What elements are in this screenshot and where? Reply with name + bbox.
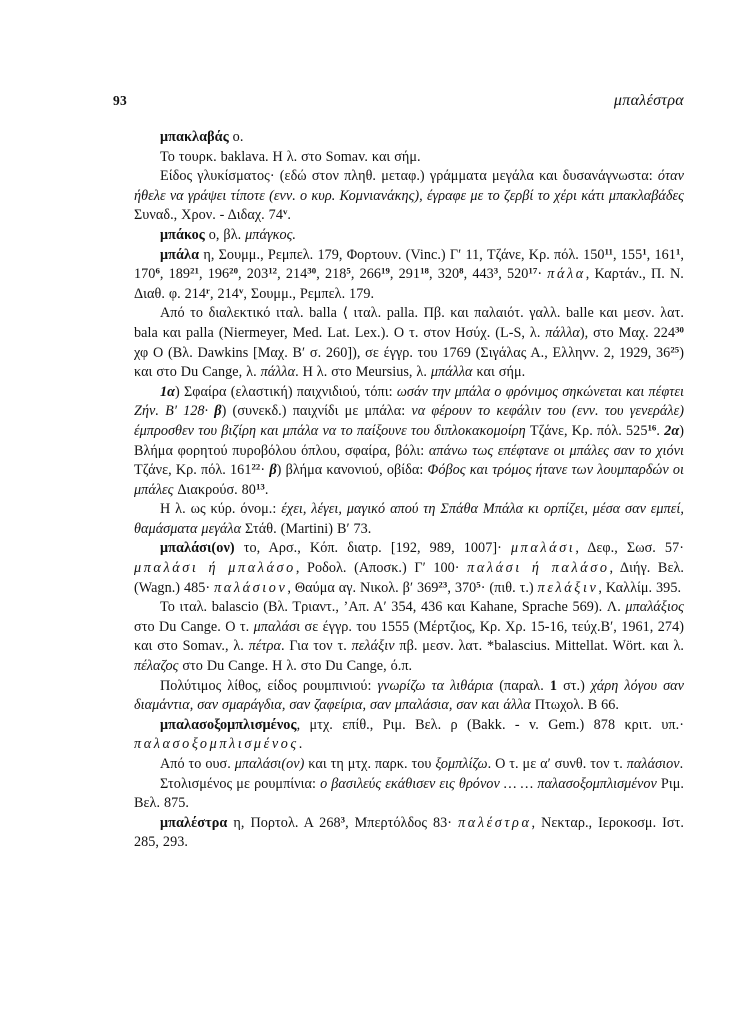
- text-run: , Μπερτόλδος 83·: [345, 814, 459, 831]
- superscript-reference: 19: [381, 265, 390, 276]
- text-run: Ριμ. Βελ. 875.: [134, 775, 684, 812]
- text-run: .: [287, 207, 292, 224]
- lemma-headword: μπαλασοξομπλισμένος: [160, 716, 297, 733]
- text-run: , 370: [447, 579, 477, 596]
- citation-text: απάνω τως επέφτανε οι μπάλες σαν το χιόνι: [428, 442, 684, 459]
- text-run: ·: [260, 462, 270, 479]
- superscript-reference: 30: [307, 265, 317, 276]
- citation-text: πελάξιν: [351, 638, 395, 655]
- text-run: ) και στο Du Cange, λ.: [134, 344, 684, 381]
- text-run: Πολύτιμος λίθος, είδος ρουμπινιού:: [160, 677, 378, 694]
- superscript-reference: r: [206, 285, 210, 296]
- text-run: , 291: [389, 266, 421, 283]
- text-run: ) βλήμα κανονιού, οβίδα:: [276, 462, 428, 479]
- citation-text: Φόβος και τρόμος ήτανε των λουμπαρδών οι μπάλες: [134, 462, 685, 498]
- text-run: Το ιταλ. balascio (Βλ. Τριαντ., ’Απ. Α′ 354, 436 και Kahane, Sprache 569). Λ.: [160, 599, 626, 616]
- entry-body-paragraph: [134, 598, 684, 676]
- entry-body-paragraph: [134, 755, 684, 775]
- text-run: ο.: [228, 129, 244, 145]
- text-run: Διακρούσ. 80: [177, 481, 256, 498]
- variant-form: μπαλάσι: [510, 540, 576, 557]
- citation-text: μπαλάσι: [253, 618, 301, 635]
- citation-text: μπαλάσι(ον): [234, 756, 305, 772]
- text-run: , Καρτάν., Π. Ν. Διαθ. φ. 214: [134, 266, 684, 302]
- superscript-reference: 18: [420, 265, 429, 276]
- citation-text: πέλαζος: [134, 658, 179, 675]
- entry-body-paragraph: [134, 148, 684, 168]
- text-run: .: [298, 736, 303, 753]
- superscript-reference: v: [238, 285, 244, 296]
- text-run: η, Σουμμ., Ρεμπελ. 179, Φορτουν. (Vinc.) Γ′ 11, Τζάνε, Κρ. πόλ. 150: [199, 246, 605, 263]
- citation-text: χάρη λόγου σαν διαμάντια, σαν σμαράγδια, σαν ζαφείρια, σαν μπαλάσια, σαν και άλλα: [134, 677, 684, 714]
- citation-text: μπάλλα: [430, 364, 473, 381]
- variant-form: πάλα: [547, 266, 586, 283]
- text-run: Είδος γλυκίσματος· (εδώ στον πληθ. μεταφ.) γράμματα μεγάλα και δυσανάγνωστα:: [160, 168, 658, 185]
- text-run: Τζάνε, Κρ. πόλ. 161: [134, 462, 252, 479]
- text-run: , 214: [277, 266, 308, 283]
- text-run: · (πιθ. τ.): [480, 579, 538, 596]
- text-run: Τζάνε, Κρ. πόλ. 525: [529, 422, 648, 439]
- citation-text: ξομπλίζω: [435, 756, 488, 772]
- superscript-reference: 30: [675, 324, 684, 335]
- variant-form: παλέστρα: [458, 814, 532, 831]
- text-run: , 443: [463, 266, 494, 283]
- text-run: Στολισμένος με ρουμπίνια:: [160, 775, 321, 792]
- text-run: ) Σφαίρα (ελαστική) παιχνιδιού, τόπι:: [175, 383, 397, 400]
- variant-form: πελάξιν: [537, 579, 599, 596]
- superscript-reference: 3: [340, 814, 346, 825]
- lemma-headword: μπάλα: [160, 246, 200, 263]
- entry-headword-paragraph: [134, 128, 684, 148]
- text-run: .: [656, 422, 665, 439]
- text-run: Από το διαλεκτικό ιταλ. balla ⟨ ιταλ. palla. Πβ. και παλαιότ. γαλλ. balle και μεσν. λατ. bala και palla (Niermeyer, Med. Lat. Lex.). Ο τ. στον Ησύχ. (L-S, λ.: [134, 305, 684, 341]
- text-run: Πτωχολ. Β 66.: [534, 697, 620, 714]
- entry-headword-paragraph: [134, 226, 684, 246]
- superscript-reference: 25: [670, 343, 680, 354]
- text-run: , Θαύμα αγ. Νικολ. β′ 369: [287, 579, 439, 596]
- citation-text: να φέρουν το κεφάλιν του (ενν. του γενεράλε) έμπροσθεν του βιζίρη και μπάλα να το παίξουνε του διπλοκακομοίρη: [134, 403, 684, 439]
- lemma-headword: μπαλάσι(ον): [160, 540, 235, 557]
- text-run: , Σουμμ., Ρεμπελ. 179.: [243, 285, 375, 302]
- superscript-reference: 6: [155, 265, 160, 276]
- text-run: .: [679, 756, 684, 772]
- lemma-headword: μπάκος: [160, 226, 205, 243]
- text-run: . Η λ. στο Meursius, λ.: [295, 364, 431, 381]
- folio-number: 93: [113, 93, 127, 108]
- entry-headword-paragraph: [134, 814, 684, 853]
- entry-body-paragraph: [134, 677, 684, 716]
- text-run: , 161: [646, 246, 676, 263]
- variant-form: μπαλάσι ή μπαλάσο: [134, 560, 296, 577]
- text-run: Η λ. ως κύρ. όνομ.:: [160, 501, 282, 518]
- text-run: , 155: [612, 246, 643, 263]
- sense-marker: β: [214, 403, 222, 420]
- variant-form: παλάσι ή παλάσο: [467, 560, 610, 577]
- entry-body-paragraph: [134, 775, 684, 814]
- superscript-reference: 17: [528, 265, 538, 276]
- text-run: Συναδ., Χρον. - Διδαχ. 74: [134, 207, 283, 224]
- text-run: , 218: [316, 266, 347, 283]
- text-run: ·: [537, 266, 548, 283]
- superscript-reference: 11: [604, 246, 613, 256]
- superscript-reference: 1: [675, 246, 681, 256]
- text-run: και τη μτχ. παρκ. του: [304, 756, 436, 772]
- text-run: πβ. μεσν. λατ. *balascius. Mittellat. Wört. και λ.: [394, 638, 684, 655]
- running-head-word: μπαλέστρα: [613, 92, 684, 109]
- entry-body-paragraph: [134, 167, 684, 226]
- entry-headword-paragraph: [134, 246, 684, 305]
- entry-body-paragraph: [134, 383, 684, 501]
- running-head: [0, 93, 751, 113]
- sense-marker: 2α: [664, 422, 680, 439]
- superscript-reference: 23: [438, 579, 448, 590]
- text-run: , 196: [198, 266, 230, 283]
- citation-text: Ζήν. Β′ 128·: [134, 403, 209, 420]
- superscript-reference: 20: [229, 265, 239, 276]
- text-run: ) Βλήμα φορητού πυροβόλου όπλου, σφαίρα, βόλι:: [134, 422, 684, 459]
- text-run: Στάθ. (Martini) Β′ 73.: [244, 520, 372, 537]
- entry-headword-paragraph: [134, 716, 684, 755]
- superscript-reference: 21: [190, 265, 199, 276]
- superscript-reference: 16: [647, 422, 657, 433]
- text-run: . Για τον τ.: [280, 638, 352, 655]
- superscript-reference: 13: [255, 481, 265, 492]
- citation-text: ωσάν την μπάλα ο φρόνιμος σηκώνεται και πέφτει: [396, 383, 684, 400]
- superscript-reference: 22: [251, 461, 261, 472]
- entry-body-paragraph: [134, 304, 684, 382]
- citation-text: όταν ήθελε να γράψει τίποτε (ενν. ο κυρ. Κομνιανάκης), έγραφε με το ζερβί το χέρι κάτι μπακλαβάδες: [134, 168, 684, 204]
- entry-headword-paragraph: [134, 539, 684, 598]
- text-run: , μτχ. επίθ., Ριμ. Βελ. ρ (Bakk. - v. Gem.) 878 κριτ. υπ.·: [296, 716, 684, 733]
- citation-text: ο βασιλεύς εκάθισεν εις θρόνον … … παλασοξομπλισμένον: [320, 775, 661, 792]
- text-run: και σήμ.: [472, 364, 526, 381]
- superscript-reference: 12: [268, 265, 278, 276]
- citation-text: γνωρίζω τα λιθάρια: [377, 677, 500, 694]
- superscript-reference: 1: [642, 246, 647, 256]
- text-run: Από το ουσ.: [160, 756, 235, 772]
- citation-text: πάλλα: [260, 364, 296, 381]
- superscript-reference: 8: [459, 265, 464, 276]
- superscript-reference: v: [282, 206, 288, 217]
- text-run: , Καλλίμ. 395.: [598, 579, 682, 596]
- lemma-headword: 1: [549, 677, 558, 694]
- text-run: , 320: [428, 266, 460, 283]
- text-run: , Δεφ., Σωσ. 57·: [575, 540, 684, 557]
- text-run: , 214: [210, 285, 239, 302]
- citation-text: έχει, λέγει, μαγικό απού τη Σπάθα Μπάλα κι ορπίζει, μέσα σαν εμπεί, θαμάσματα μεγάλα: [134, 501, 684, 537]
- text-run: στο Du Cange. Ο τ.: [134, 618, 254, 635]
- citation-text: μπαλάξιος: [625, 599, 684, 616]
- sense-marker: β: [269, 462, 277, 479]
- text-run: το, Αρσ., Κόπ. διατρ. [192, 989, 1007]·: [234, 540, 511, 557]
- text-run: στ.): [557, 677, 591, 694]
- text-run: , Ροδολ. (Αποσκ.) Γ′ 100·: [295, 560, 468, 577]
- text-run: (παραλ.: [499, 677, 550, 694]
- text-column: [134, 128, 684, 853]
- variant-form: παλάσιον: [214, 579, 288, 596]
- text-run: . Ο τ. με α′ συνθ. τον τ.: [487, 756, 627, 772]
- citation-text: παλάσιον: [626, 756, 680, 772]
- citation-text: μπάγκος.: [245, 226, 296, 243]
- text-run: ο, βλ.: [204, 226, 246, 243]
- superscript-reference: 3: [493, 265, 499, 276]
- citation-text: πάλλα: [545, 324, 580, 341]
- lemma-headword: μπακλαβάς: [160, 129, 229, 145]
- text-run: , Διήγ. Βελ. (Wagn.) 485·: [134, 560, 684, 596]
- text-run: η, Πορτολ. Α 268: [227, 814, 341, 831]
- text-run: , 189: [159, 266, 191, 283]
- text-run: ), στο Μαχ. 224: [579, 324, 676, 341]
- text-run: στο Du Cange. Η λ. στο Du Cange, ό.π.: [178, 658, 413, 675]
- text-run: , 266: [350, 266, 381, 283]
- text-run: χφ Ο (Βλ. Dawkins [Μαχ. Β′ σ. 260]), σε έγγρ. του 1769 (Σιγάλας Α., Ελληνν. 2, 1929, 36: [134, 344, 671, 361]
- variant-form: παλασοξομπλισμένος: [134, 736, 299, 753]
- text-run: , 520: [498, 266, 529, 283]
- lemma-headword: μπαλέστρα: [160, 814, 228, 831]
- superscript-reference: 5: [346, 265, 351, 276]
- citation-text: πέτρα: [248, 638, 281, 655]
- text-run: σε έγγρ. του 1555 (Μέρτζιος, Κρ. Χρ. 15-16, τεύχ.Β′, 1961, 274) και στο Somav., λ.: [134, 618, 684, 655]
- text-run: ) (συνεκδ.) παιχνίδι με μπάλα:: [221, 403, 412, 420]
- text-run: , 203: [238, 266, 269, 283]
- superscript-reference: 5: [476, 579, 481, 590]
- text-run: , 170: [134, 246, 684, 283]
- text-run: .: [264, 481, 269, 498]
- text-run: Το τουρκ. baklava. Η λ. στο Somav. και σήμ.: [160, 148, 421, 165]
- entry-body-paragraph: [134, 500, 684, 539]
- text-run: , Νεκταρ., Ιεροκοσμ. Ιστ. 285, 293.: [134, 814, 684, 851]
- sense-marker: 1α: [160, 383, 176, 400]
